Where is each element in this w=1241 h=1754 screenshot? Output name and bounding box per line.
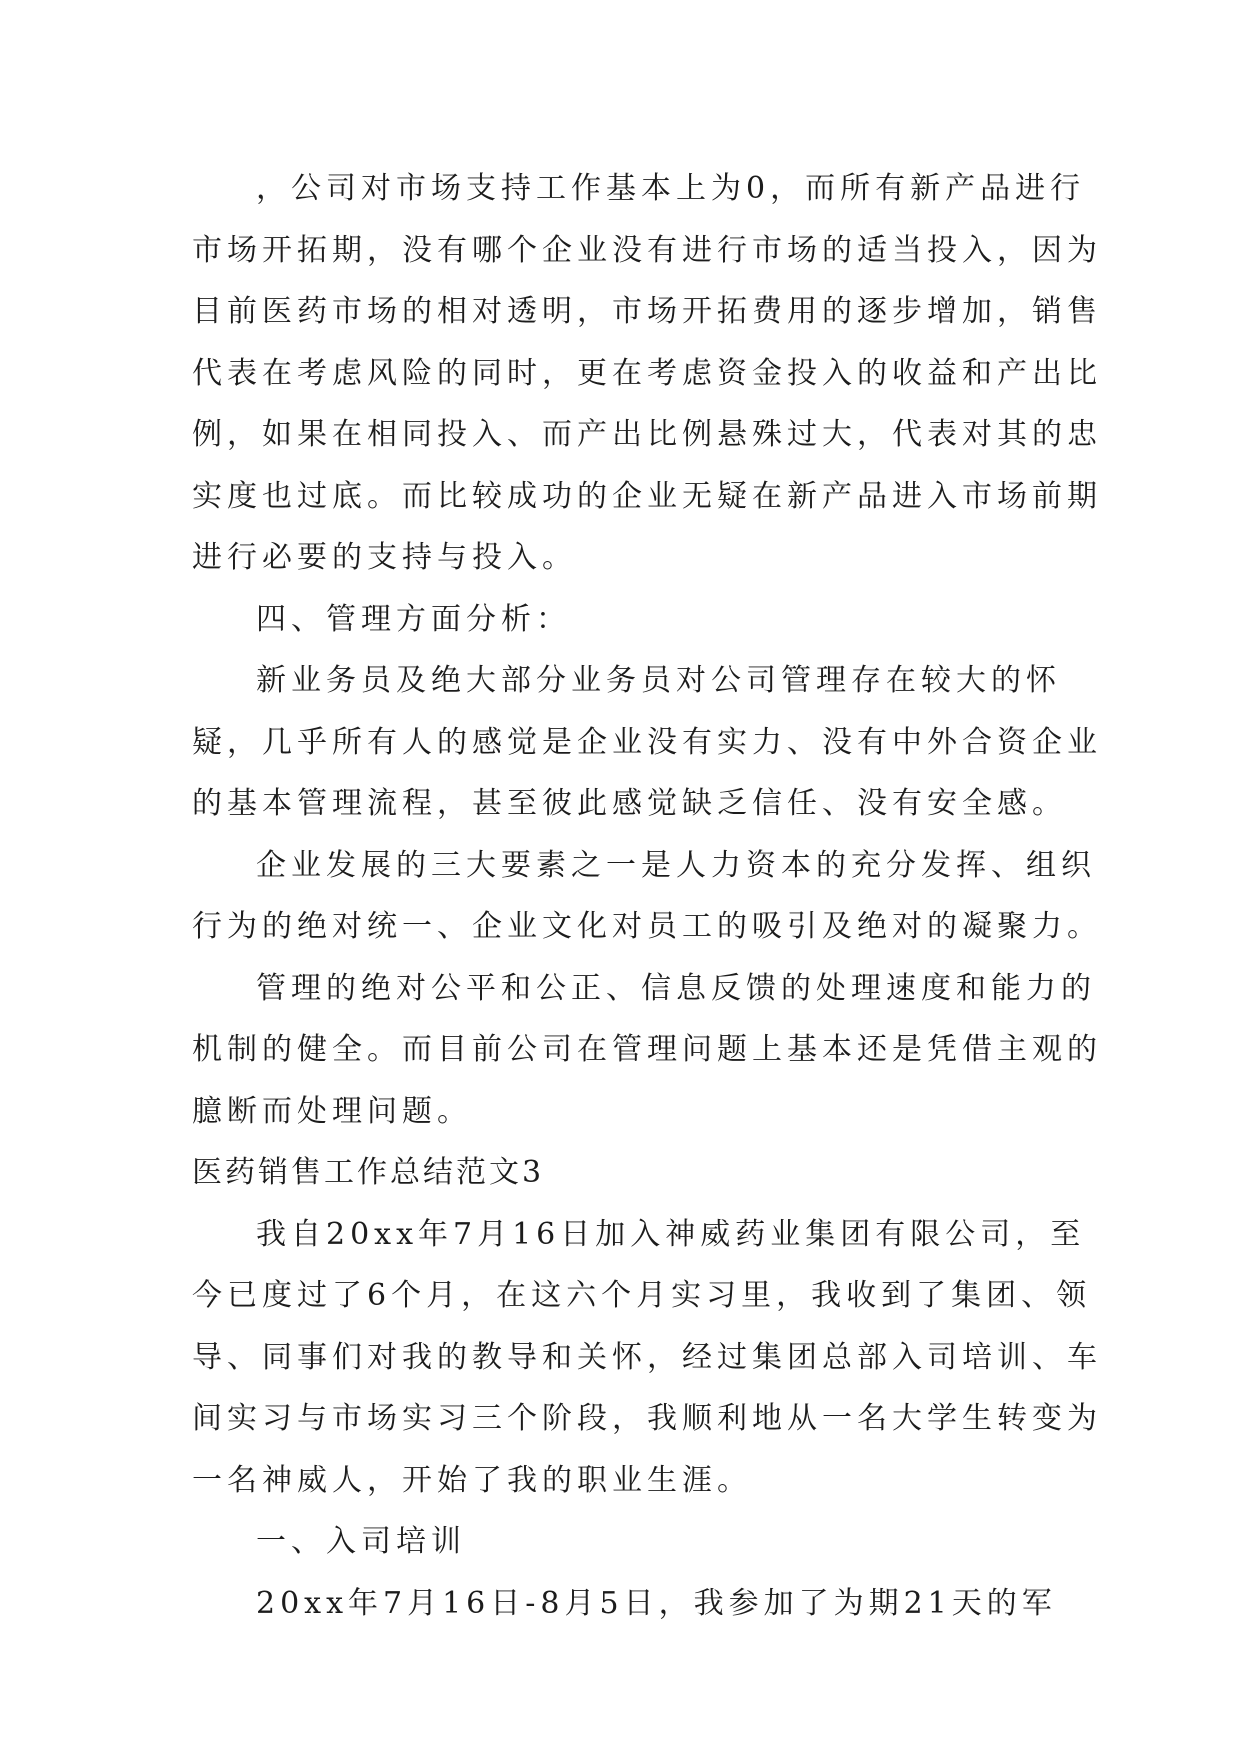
section-heading: 四、管理方面分析： — [256, 601, 571, 637]
paragraph-line: 今已度过了6个月，在这六个月实习里，我收到了集团、领 — [192, 1278, 1092, 1313]
paragraph-line: 疑，几乎所有人的感觉是企业没有实力、没有中外合资企业 — [192, 724, 1102, 760]
paragraph-line: 导、同事们对我的教导和关怀，经过集团总部入司培训、车 — [192, 1339, 1102, 1375]
paragraph-line: 代表在考虑风险的同时，更在考虑资金投入的收益和产出比 — [192, 355, 1102, 391]
paragraph-line: 目前医药市场的相对透明，市场开拓费用的逐步增加，销售 — [192, 294, 1102, 329]
section-heading: 一、入司培训 — [256, 1524, 466, 1559]
paragraph-line: 行为的绝对统一、企业文化对员工的吸引及绝对的凝聚力。 — [192, 909, 1102, 944]
body-text — [192, 158, 1102, 1634]
document-title: 医药销售工作总结范文3 — [192, 1155, 545, 1190]
paragraph-line: 实度也过底。而比较成功的企业无疑在新产品进入市场前期 — [192, 478, 1102, 514]
paragraph-line: 进行必要的支持与投入。 — [192, 540, 577, 575]
paragraph-line: ，公司对市场支持工作基本上为0，而所有新产品进行 — [256, 171, 1086, 206]
paragraph-line: 臆断而处理问题。 — [192, 1093, 472, 1129]
paragraph-line: 间实习与市场实习三个阶段，我顺利地从一名大学生转变为 — [192, 1401, 1102, 1436]
paragraph-line: 市场开拓期，没有哪个企业没有进行市场的适当投入，因为 — [192, 232, 1102, 268]
paragraph-line: 企业发展的三大要素之一是人力资本的充分发挥、组织 — [256, 847, 1096, 883]
paragraph-line: 一名神威人，开始了我的职业生涯。 — [192, 1462, 752, 1498]
paragraph-line: 机制的健全。而目前公司在管理问题上基本还是凭借主观的 — [192, 1032, 1102, 1067]
paragraph-line: 的基本管理流程，甚至彼此感觉缺乏信任、没有安全感。 — [192, 786, 1067, 821]
paragraph-line: 我自20xx年7月16日加入神威药业集团有限公司，至 — [256, 1216, 1086, 1252]
paragraph-line: 管理的绝对公平和公正、信息反馈的处理速度和能力的 — [256, 970, 1096, 1006]
paragraph-line: 例，如果在相同投入、而产出比例悬殊过大，代表对其的忠 — [192, 417, 1102, 452]
paragraph-line: 20xx年7月16日-8月5日，我参加了为期21天的军 — [256, 1585, 1057, 1621]
paragraph-line: 新业务员及绝大部分业务员对公司管理存在较大的怀 — [256, 663, 1061, 698]
